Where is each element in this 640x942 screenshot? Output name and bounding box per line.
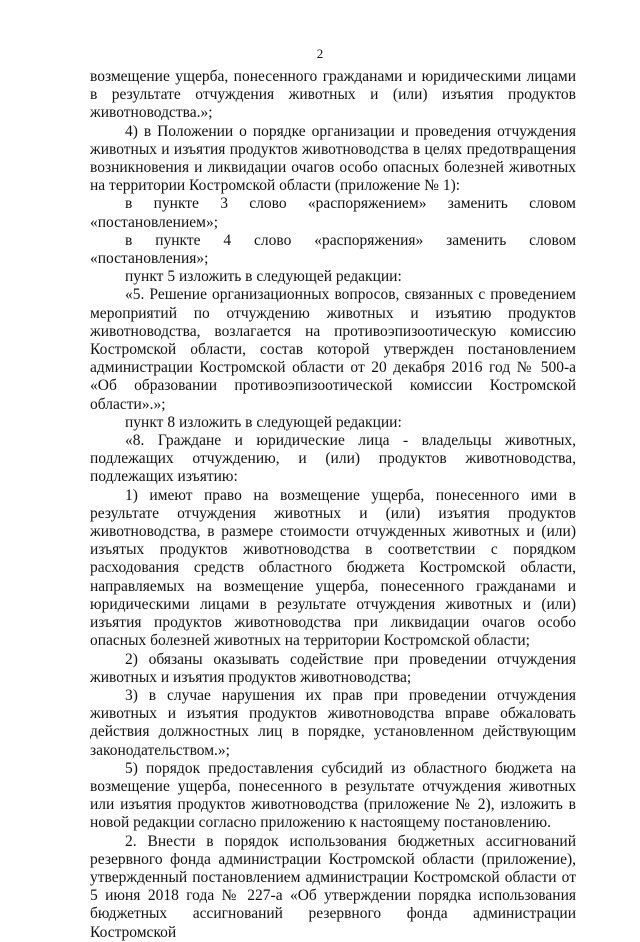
- paragraph: возмещение ущерба, понесенного гражданами и юридическими лицами в результате отчуждения животных и (или) изъятия продуктов животноводства.»;: [90, 68, 576, 122]
- paragraph: в пункте 3 слово «распоряжением» заменить словом «постановлением»;: [90, 195, 576, 231]
- document-body: [90, 68, 576, 942]
- paragraph: 1) имеют право на возмещение ущерба, понесенного ими в результате отчуждения животных и (или) изъятия продуктов животноводства, в размере стоимости отчужденных животных и (или) изъятых продуктов животноводства в соответствии с порядком расходования средств областного бюджета Костромской области, направляемых на возмещение ущерба, понесенного гражданами и юридическими лицами в результате отчуждения животных и (или) изъятия продуктов животноводства при ликвидации очагов особо опасных болезней животных на территории Костромской области;: [90, 486, 576, 650]
- page-number: 2: [316, 46, 324, 61]
- paragraph: 2) обязаны оказывать содействие при проведении отчуждения животных и изъятия продуктов животноводства;: [90, 650, 576, 686]
- paragraph: в пункте 4 слово «распоряжения» заменить словом «постановления»;: [90, 231, 576, 268]
- paragraph: 2. Внести в порядок использования бюджетных ассигнований резервного фонда администрации Костромской области (приложение), утвержденный постановлением администрации Костромской области от 5 июня 2018 года № 227-а «Об утверждении порядка использования бюджетных ассигнований резервного фонда администрации Костромской: [90, 832, 576, 941]
- paragraph: «5. Решение организационных вопросов, связанных с проведением мероприятий по отчуждению животных и изъятию продуктов животноводства, возлагается на противоэпизоотическую комиссию Костромской области, состав которой утвержден постановлением администрации Костромской области от 20 декабря 2016 год № 500-а «Об образовании противоэпизоотической комиссии Костромской области».»;: [90, 286, 576, 413]
- paragraph: «8. Граждане и юридические лица - владельцы животных, подлежащих отчуждению, и (или) продуктов животноводства, подлежащих изъятию:: [90, 432, 576, 486]
- paragraph: пункт 5 изложить в следующей редакции:: [125, 268, 402, 286]
- paragraph: 3) в случае нарушения их прав при проведении отчуждения животных и изъятия продуктов животноводства вправе обжаловать действия должностных лиц в порядке, установленном действующим законодательством.»;: [90, 686, 576, 759]
- paragraph: пункт 8 изложить в следующей редакции:: [125, 413, 402, 431]
- paragraph: 5) порядок предоставления субсидий из областного бюджета на возмещение ущерба, понесенного в результате отчуждения животных или изъятия продуктов животноводства (приложение № 2), изложить в новой редакции согласно приложению к настоящему постановлению.: [90, 759, 576, 832]
- paragraph: 4) в Положении о порядке организации и проведения отчуждения животных и изъятия продуктов животноводства в целях предотвращения возникновения и ликвидации очагов особо опасных болезней животных на территории Костромской области (приложение № 1):: [90, 122, 576, 195]
